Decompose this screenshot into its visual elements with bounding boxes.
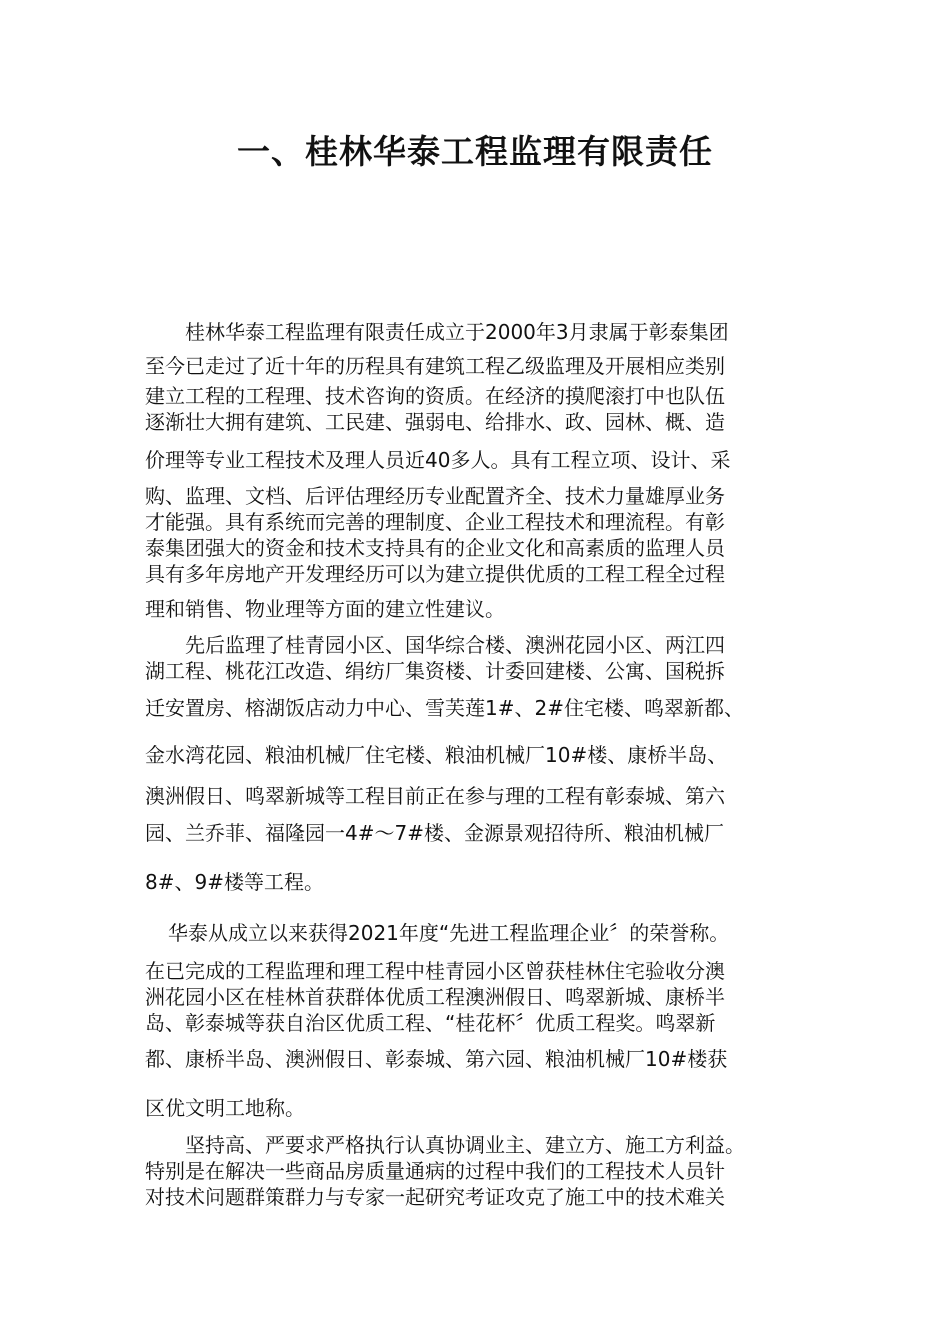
paragraph-line: 具有多年房地产开发理经历可以为建立提供优质的工程工程全过程	[145, 562, 725, 586]
paragraph-line: 都、康桥半岛、澳洲假日、彰泰城、第六园、粮油机械厂10#楼获	[145, 1047, 728, 1071]
paragraph-line: 金水湾花园、粮油机械厂住宅楼、粮油机械厂10#楼、康桥半岛、	[145, 743, 728, 767]
paragraph-line: 坚持高、严要求严格执行认真协调业主、建立方、施工方利益。	[185, 1133, 745, 1157]
paragraph-line: 才能强。具有系统而完善的理制度、企业工程技术和理流程。有彰	[145, 510, 725, 534]
paragraph-line: 岛、彰泰城等获自治区优质工程、“桂花杯〞优质工程奖。鸣翠新	[145, 1011, 716, 1035]
paragraph-line: 湖工程、桃花江改造、绢纺厂集资楼、计委回建楼、公寓、国税拆	[145, 659, 725, 683]
paragraph-line: 区优文明工地称。	[145, 1096, 305, 1120]
paragraph-line: 先后监理了桂青园小区、国华综合楼、澳洲花园小区、两江四	[185, 633, 725, 657]
paragraph-line: 逐渐壮大拥有建筑、工民建、强弱电、给排水、政、园林、概、造	[145, 410, 725, 434]
paragraph-line: 桂林华泰工程监理有限责任成立于2000年3月隶属于彰泰集团	[185, 320, 729, 344]
paragraph-line: 价理等专业工程技术及理人员近40多人。具有工程立项、设计、采	[145, 448, 731, 472]
paragraph-line: 对技术问题群策群力与专家一起研究考证攻克了施工中的技术难关	[145, 1185, 725, 1209]
paragraph-line: 特别是在解决一些商品房质量通病的过程中我们的工程技术人员针	[145, 1159, 725, 1183]
paragraph-line: 洲花园小区在桂林首获群体优质工程澳洲假日、鸣翠新城、康桥半	[145, 985, 725, 1009]
paragraph-line: 购、监理、文档、后评估理经历专业配置齐全、技术力量雄厚业务	[145, 484, 725, 508]
page-title: 一、桂林华泰工程监理有限责任	[237, 132, 713, 171]
paragraph-line: 8#、9#楼等工程。	[145, 870, 324, 894]
paragraph-line: 在已完成的工程监理和理工程中桂青园小区曾获桂林住宅验收分澳	[145, 959, 725, 983]
paragraph-line: 园、兰乔菲、福隆园一4#〜7#楼、金源景观招待所、粮油机械厂	[145, 821, 724, 845]
paragraph-line: 澳洲假日、鸣翠新城等工程目前正在参与理的工程有彰泰城、第六	[145, 784, 725, 808]
paragraph-line: 至今已走过了近十年的历程具有建筑工程乙级监理及开展相应类别	[145, 354, 725, 378]
paragraph-line: 建立工程的工程理、技术咨询的资质。在经济的摸爬滚打中也队伍	[145, 384, 725, 408]
paragraph-line: 泰集团强大的资金和技术支持具有的企业文化和高素质的监理人员	[145, 536, 725, 560]
paragraph-line: 理和销售、物业理等方面的建立性建议。	[145, 597, 505, 621]
paragraph-line: 迁安置房、榕湖饭店动力中心、雪芙莲1#、2#住宅楼、鸣翠新都、	[145, 696, 744, 720]
paragraph-line: 华泰从成立以来获得2021年度“先进工程监理企业〞的荣誉称。	[168, 921, 730, 945]
